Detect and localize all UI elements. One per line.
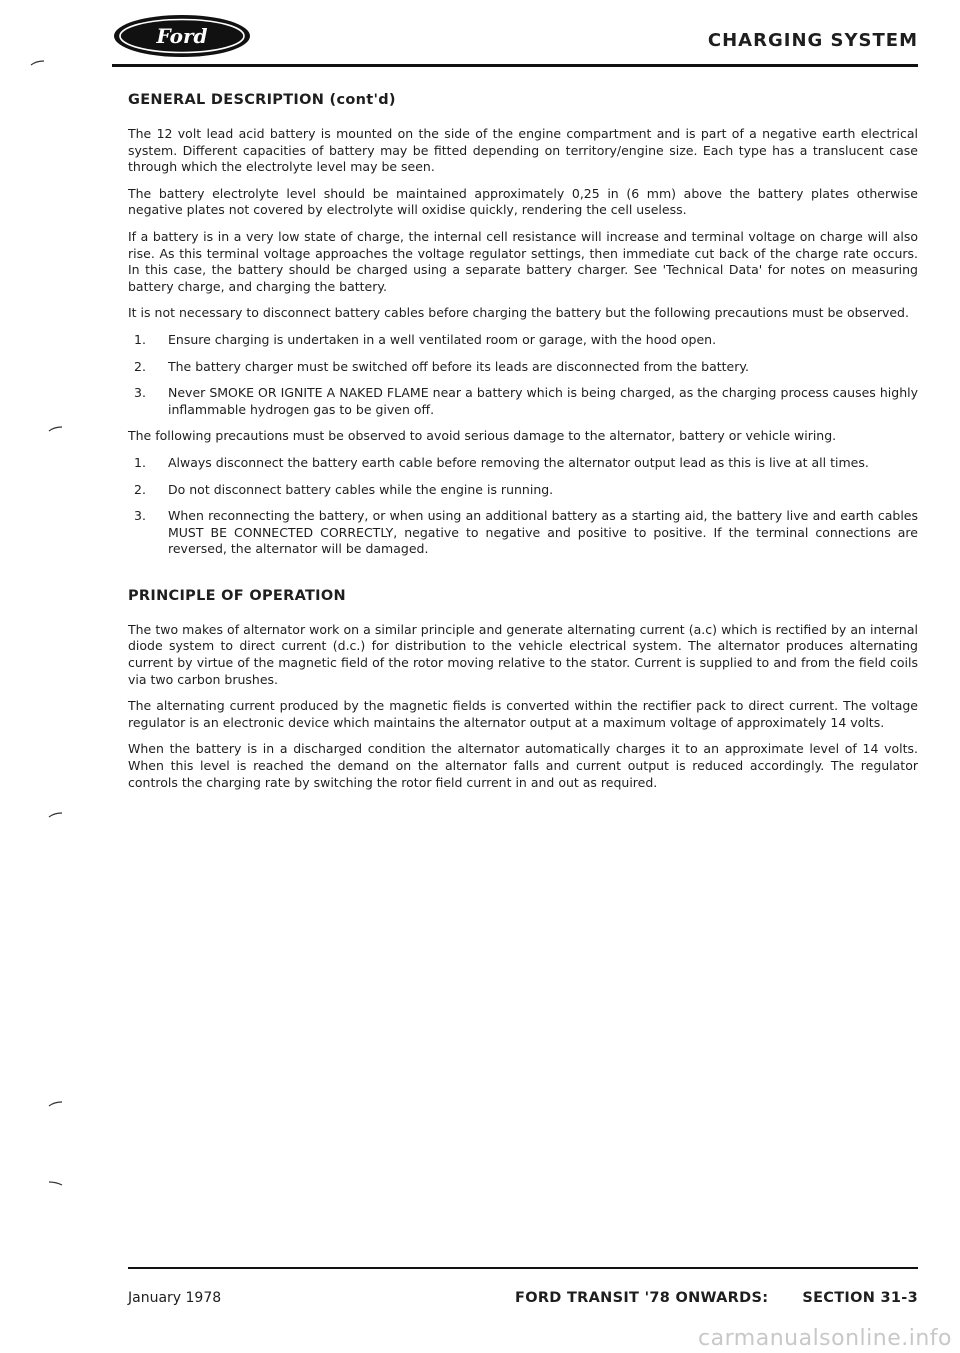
watermark: carmanualsonline.info <box>698 1326 952 1351</box>
margin-mark <box>48 1180 64 1186</box>
margin-mark <box>48 426 64 432</box>
list-item <box>128 385 918 418</box>
general-description-heading: GENERAL DESCRIPTION (cont'd) <box>128 92 396 108</box>
principle-paragraph: The alternating current produced by the magnetic fields is converted within the rectifier pack to direct current. The voltage regulator is an electronic device which maintains the alternator output at a maximum voltage of approximately 14 volts. <box>128 698 918 730</box>
general-paragraph: If a battery is in a very low state of charge, the internal cell resistance will increase and terminal voltage on charge will also rise. As this terminal voltage approaches the voltage regulator settings, then immediate cut back of the charge rate occurs. In this case, the battery should be charged using a separate battery charger. See 'Technical Data' for notes on measuring battery charge, and charging the battery. <box>128 228 918 294</box>
footer-publication-info <box>515 1290 918 1306</box>
page-content <box>128 92 918 801</box>
list-item-text: The battery charger must be switched off before its leads are disconnected from the battery. <box>168 358 749 374</box>
list-item <box>128 455 918 472</box>
list-item-number: 1. <box>134 454 146 470</box>
principle-paragraph: The two makes of alternator work on a similar principle and generate alternating current (a.c) which is rectified by an internal diode system to direct current (d.c.) for distribution to the vehicle electrical system. The alternator produces alternating current by virtue of the magnetic field of the rotor moving relative to the stator. Current is supplied to and from the field coils via two carbon brushes. <box>128 621 918 687</box>
margin-mark <box>48 1101 64 1107</box>
principle-heading: PRINCIPLE OF OPERATION <box>128 587 346 604</box>
header-rule <box>112 64 918 67</box>
margin-mark <box>48 812 64 818</box>
ford-logo-text: Ford <box>156 24 208 48</box>
general-paragraph: It is not necessary to disconnect battery cables before charging the battery but the following precautions must be observed. <box>128 305 909 321</box>
footer-rule <box>128 1267 918 1269</box>
list-item-text: Always disconnect the battery earth cable before removing the alternator output lead as this is live at all times. <box>168 454 869 470</box>
list-item-text: Do not disconnect battery cables while the engine is running. <box>168 481 554 497</box>
damage-precautions-list <box>128 455 918 558</box>
ford-logo <box>112 14 252 58</box>
list-item-number: 1. <box>134 331 146 347</box>
list-item <box>128 332 918 349</box>
charging-precautions-list <box>128 332 918 418</box>
list-item <box>128 359 918 376</box>
list-item-number: 2. <box>134 358 146 374</box>
section-title: CHARGING SYSTEM <box>707 30 918 51</box>
list-item-text: When reconnecting the battery, or when using an additional battery as a starting aid, the battery live and earth cables MUST BE CONNECTED CORRECTLY, negative to negative and positive to positive. If the terminal connections are reversed, the alternator will be damaged. <box>168 508 918 557</box>
list-item-number: 3. <box>134 385 146 401</box>
list-item <box>128 482 918 499</box>
list-item-number: 2. <box>134 481 146 497</box>
general-paragraph: The following precautions must be observed to avoid serious damage to the alternator, battery or vehicle wiring. <box>128 428 837 444</box>
list-item-text: Ensure charging is undertaken in a well ventilated room or garage, with the hood open. <box>168 331 717 347</box>
general-paragraph: The 12 volt lead acid battery is mounted on the side of the engine compartment and is part of a negative earth electrical system. Different capacities of battery may be fitted depending on territory/engine size. Each type has a translucent case through which the electrolyte level may be seen. <box>128 126 918 175</box>
footer-section: SECTION 31-3 <box>802 1290 918 1306</box>
principle-paragraph: When the battery is in a discharged condition the alternator automatically charges it to an approximate level of 14 volts. When this level is reached the demand on the alternator falls and current output is reduced accordingly. The regulator controls the charging rate by switching the rotor field current in and out as required. <box>128 741 918 790</box>
margin-mark <box>30 60 46 66</box>
list-item-text: Never SMOKE OR IGNITE A NAKED FLAME near a battery which is being charged, as the charging process causes highly inflammable hydrogen gas to be given off. <box>168 385 918 417</box>
footer-publication: FORD TRANSIT '78 ONWARDS: <box>515 1290 769 1306</box>
general-paragraph: The battery electrolyte level should be maintained approximately 0,25 in (6 mm) above the battery plates otherwise negative plates not covered by electrolyte will oxidise quickly, rendering the cell useless. <box>128 185 918 218</box>
list-item-number: 3. <box>134 508 146 524</box>
footer-date: January 1978 <box>128 1290 222 1306</box>
list-item <box>128 508 918 558</box>
